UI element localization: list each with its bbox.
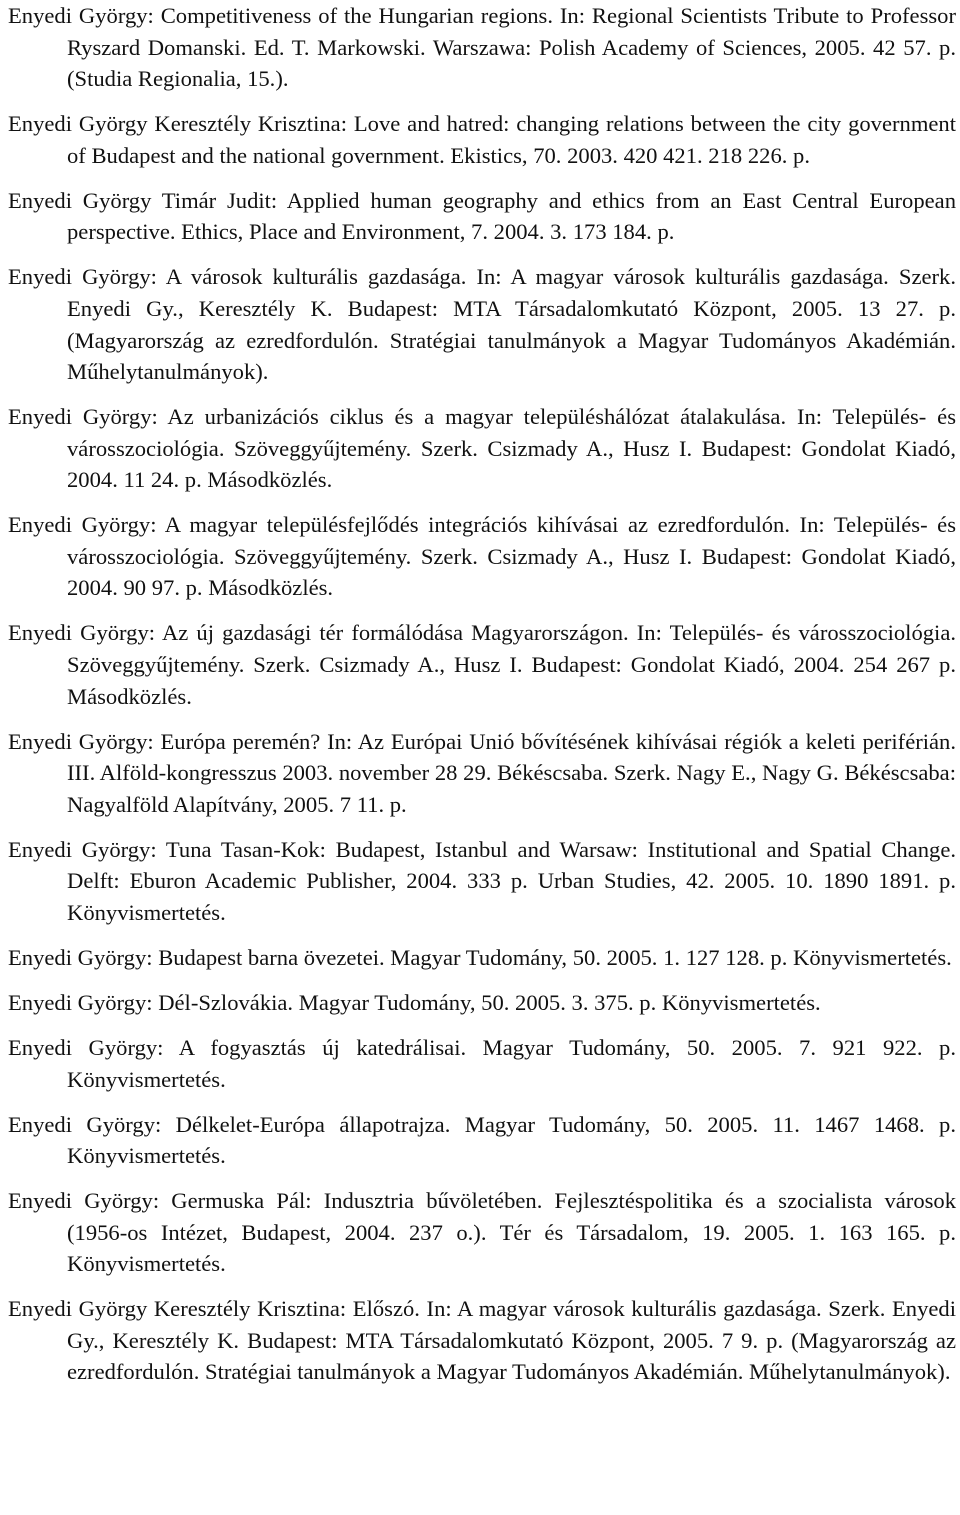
bibliography-entry: Enyedi György: Délkelet-Európa állapotrajza. Magyar Tudomány, 50. 2005. 11. 1467 1468. p. Könyvismertetés. xyxy=(8,1111,956,1169)
bibliography-entry: Enyedi György: Tuna Tasan-Kok: Budapest, Istanbul and Warsaw: Institutional and Spatial Change. Delft: Eburon Academic Publisher, 2004. 333 p. Urban Studies, 42. 2005. 10. 1890 1891. p. Könyvismertetés. xyxy=(8,836,956,925)
bibliography-entry: Enyedi György: Budapest barna övezetei. Magyar Tudomány, 50. 2005. 1. 127 128. p. Könyvismertetés. xyxy=(8,944,952,970)
bibliography-entry: Enyedi György: A fogyasztás új katedrálisai. Magyar Tudomány, 50. 2005. 7. 921 922. p. Könyvismertetés. xyxy=(8,1034,956,1092)
bibliography-entry: Enyedi György: Germuska Pál: Indusztria bűvöletében. Fejlesztéspolitika és a szocialista városok (1956-os Intézet, Budapest, 2004. 237 o.). Tér és Társadalom, 19. 2005. 1. 163 165. p. Könyvismertetés. xyxy=(8,1188,956,1277)
bibliography-entry: Enyedi György Keresztély Krisztina: Love and hatred: changing relations between the city government of Budapest and the national government. Ekistics, 70. 2003. 420 421. 218 226. p. xyxy=(8,111,956,168)
bibliography-entry: Enyedi György: Az urbanizációs ciklus és a magyar településhálózat átalakulása. In: Település- és városszociológia. Szöveggyűjtemény. Szerk. Csizmady A., Husz I. Budapest: Gondolat Kiadó, 2004. 11 24. p. Másodközlés. xyxy=(8,404,956,493)
bibliography-entry: Enyedi György: Európa peremén? In: Az Európai Unió bővítésének kihívásai régiók a keleti periférián. III. Alföld-kongresszus 2003. november 28 29. Békéscsaba. Szerk. Nagy E., Nagy G. Békéscsaba: Nagyalföld Alapítvány, 2005. 7 11. p. xyxy=(8,728,956,817)
bibliography-entry: Enyedi György: Competitiveness of the Hungarian regions. In: Regional Scientists Tribute to Professor Ryszard Domanski. Ed. T. Markowski. Warszawa: Polish Academy of Sciences, 2005. 42 57. p. (Studia Regionalia, 15.). xyxy=(8,3,956,92)
bibliography-entry: Enyedi György: A városok kulturális gazdasága. In: A magyar városok kulturális gazdasága. Szerk. Enyedi Gy., Keresztély K. Budapest: MTA Társadalomkutató Központ, 2005. 13 27. p. (Magyarország az ezredfordulón. Stratégiai tanulmányok a Magyar Tudományos Akadémián. Műhelytanulmányok). xyxy=(8,264,956,385)
bibliography-entry: Enyedi György: Az új gazdasági tér formálódása Magyarországon. In: Település- és városszociológia. Szöveggyűjtemény. Szerk. Csizmady A., Husz I. Budapest: Gondolat Kiadó, 2004. 254 267 p. Másodközlés. xyxy=(8,620,956,709)
bibliography-entry: Enyedi György Timár Judit: Applied human geography and ethics from an East Central European perspective. Ethics, Place and Environment, 7. 2004. 3. 173 184. p. xyxy=(8,187,956,245)
bibliography-entry: Enyedi György Keresztély Krisztina: Előszó. In: A magyar városok kulturális gazdasága. Szerk. Enyedi Gy., Keresztély K. Budapest: MTA Társadalomkutató Központ, 2005. 7 9. p. (Magyarország az ezredfordulón. Stratégiai tanulmányok a Magyar Tudományos Akadémián. Műhelytanulmányok). xyxy=(8,1296,956,1385)
bibliography-list xyxy=(8,0,956,1388)
bibliography-entry: Enyedi György: Dél-Szlovákia. Magyar Tudomány, 50. 2005. 3. 375. p. Könyvismertetés. xyxy=(8,989,821,1015)
bibliography-entry: Enyedi György: A magyar településfejlődés integrációs kihívásai az ezredfordulón. In: Település- és városszociológia. Szöveggyűjtemény. Szerk. Csizmady A., Husz I. Budapest: Gondolat Kiadó, 2004. 90 97. p. Másodközlés. xyxy=(8,512,956,601)
